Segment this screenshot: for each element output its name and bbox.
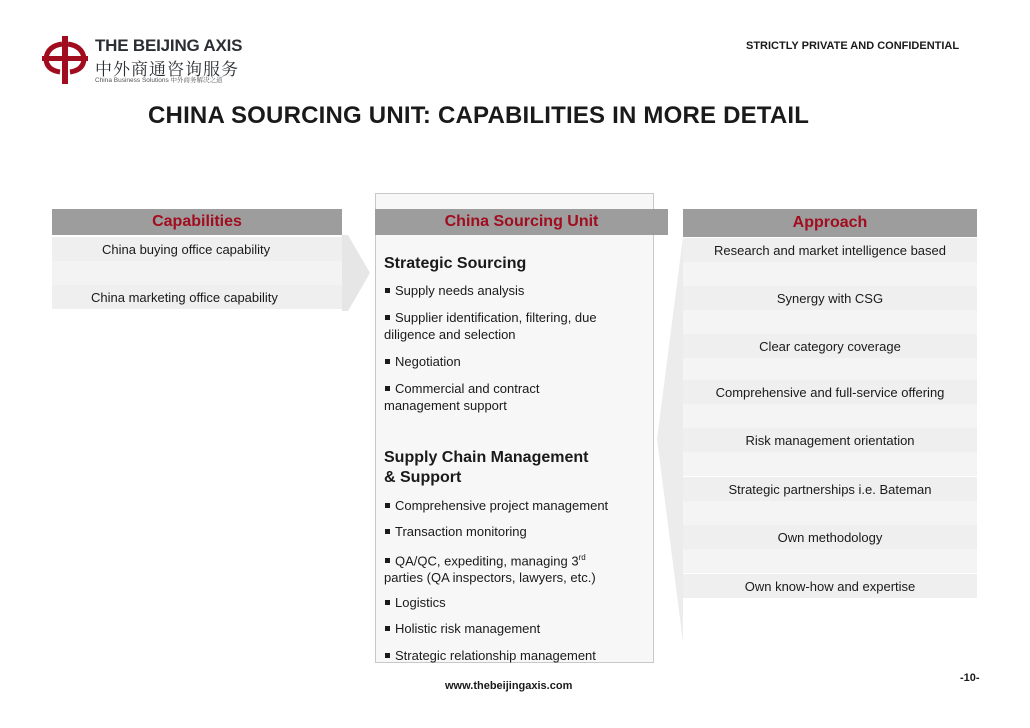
approach-row [683,380,977,404]
bullet-text: parties (QA inspectors, lawyers, etc.) [384,570,596,586]
bullet-item [384,523,646,540]
bullet-text: Supplier identification, filtering, due diligence and selection [384,310,597,342]
approach-row-spacer [683,452,977,476]
capability-label: China marketing office capability [91,289,278,305]
approach-row-spacer [683,501,977,525]
approach-row-spacer [683,404,977,428]
approach-label: Risk management orientation [745,432,915,448]
bullet-item [384,282,646,299]
page-title: CHINA SOURCING UNIT: CAPABILITIES IN MORE DETAIL [148,102,810,129]
approach-label: Synergy with CSG [776,290,884,306]
confidential-label: STRICTLY PRIVATE AND CONFIDENTIAL [746,40,960,52]
supply-chain-title [384,448,588,488]
bullet-item [384,353,646,370]
logo-name-en: THE BEIJING AXIS [95,36,243,55]
approach-row-spacer [683,310,977,334]
bullet-square-icon [385,359,390,364]
approach-row [683,238,977,262]
logo-tagline: China Business Solutions 中外商务解决之道 [95,77,223,84]
bullet-square-icon [385,558,390,563]
footer-url: www.thebeijingaxis.com [445,680,573,692]
approach-label: Research and market intelligence based [714,242,946,258]
approach-label: Own know-how and expertise [744,578,916,594]
bullet-superscript: rd [578,553,586,562]
bullet-text: Negotiation [395,354,461,369]
approach-row-spacer [683,262,977,286]
bullet-item [384,497,646,514]
supply-chain-title-line1: Supply Chain Management [384,449,589,466]
chevron-arrow-icon [342,235,372,311]
beijing-axis-logo-icon [40,34,90,86]
bullet-text: Supply needs analysis [395,283,525,298]
approach-row-spacer [683,358,977,382]
capabilities-header-label: Capabilities [152,213,242,230]
approach-row [683,286,977,310]
approach-row-spacer [683,549,977,573]
sourcing-unit-header-label: China Sourcing Unit [444,213,599,230]
bullet-square-icon [385,503,390,508]
bullet-item [384,620,646,637]
approach-header [683,209,977,237]
capability-row [52,285,342,309]
bullet-square-icon [385,315,390,320]
page-number: -10- [960,672,980,684]
bullet-text: Logistics [395,595,446,610]
approach-row [683,428,977,452]
bullet-item [384,594,646,611]
logo-name-cn: 中外商通咨询服务 [95,60,239,79]
bullet-item [384,309,646,343]
approach-row [683,477,977,501]
capabilities-header [52,209,342,235]
capability-label: China buying office capability [102,241,271,257]
bullet-text: Holistic risk management [395,621,541,636]
approach-row [683,525,977,549]
bracket-icon [655,237,685,642]
bullet-square-icon [385,386,390,391]
bullet-square-icon [385,529,390,534]
strategic-sourcing-title: Strategic Sourcing [384,255,527,272]
bullet-square-icon [385,600,390,605]
bullet-text: Transaction monitoring [395,524,527,539]
supply-chain-title-line2: & Support [384,469,462,486]
approach-row [683,334,977,358]
sourcing-unit-header [375,209,668,235]
bullet-text: Commercial and contract management support [384,381,540,413]
bullet-text: Strategic relationship management [395,648,596,663]
approach-label: Own methodology [777,529,883,545]
bullet-item [384,647,646,664]
approach-header-label: Approach [792,214,868,231]
capability-row [52,237,342,261]
bullet-square-icon [385,288,390,293]
approach-label: Clear category coverage [759,338,901,354]
approach-label: Comprehensive and full-service offering [715,384,945,400]
bullet-text: QA/QC, expediting, managing 3 [395,553,579,569]
bullet-item [384,380,584,414]
bullet-square-icon [385,626,390,631]
capability-row-spacer [52,261,342,285]
approach-label: Strategic partnerships i.e. Bateman [728,481,932,497]
bullet-square-icon [385,653,390,658]
approach-row [683,574,977,598]
bullet-item [384,549,646,586]
bullet-text: Comprehensive project management [395,498,609,513]
